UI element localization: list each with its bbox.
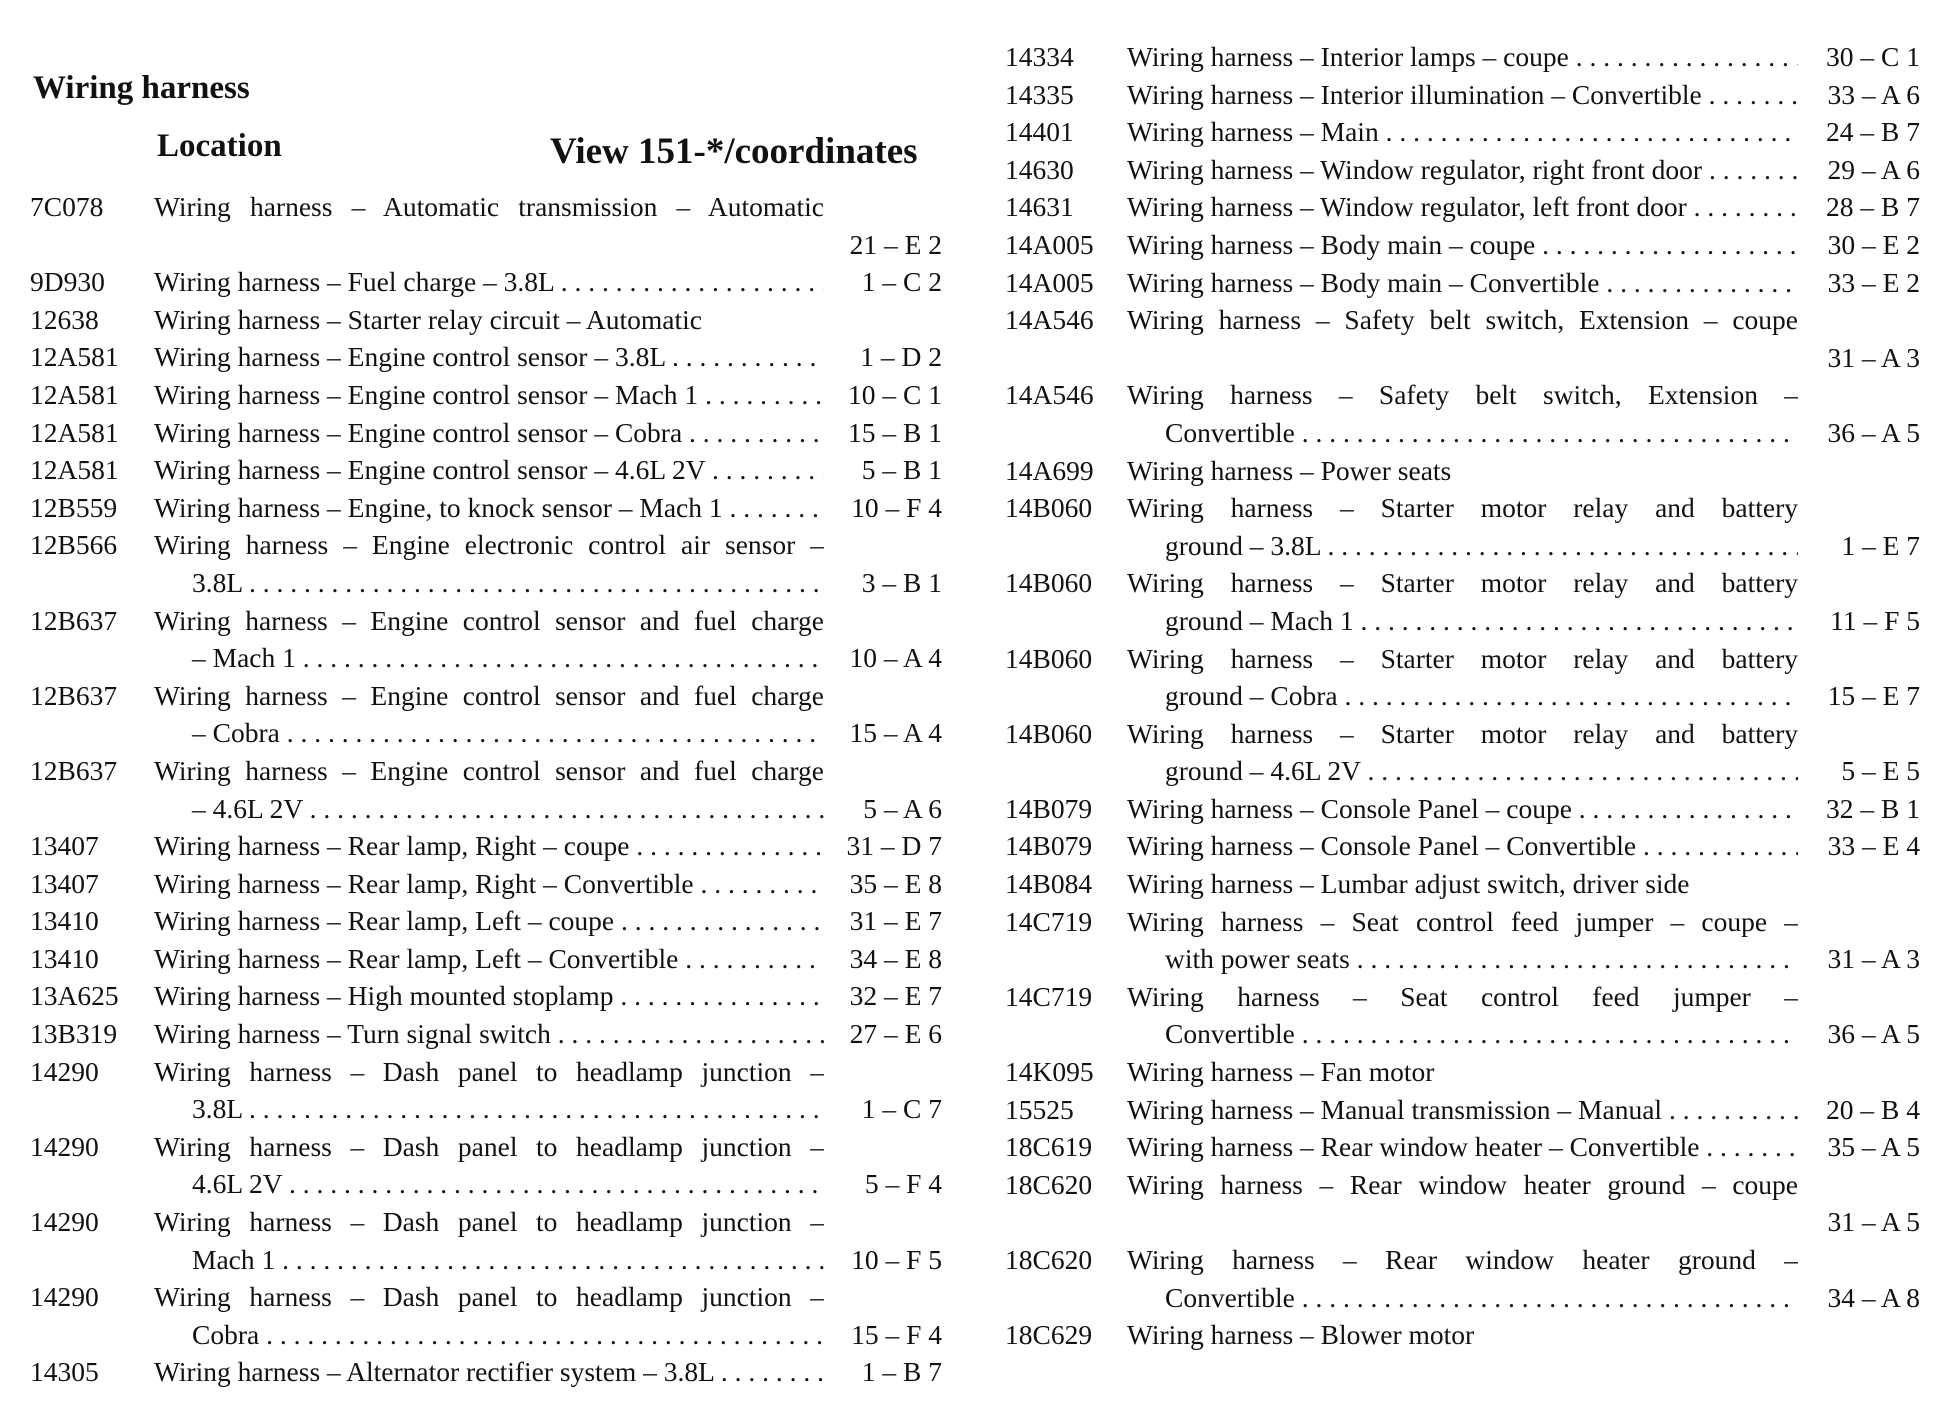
harness-description: Wiring harness – Rear lamp, Left – coupe . . . — [154, 902, 824, 940]
view-coordinates: 5 – E 5 — [1841, 755, 1920, 787]
index-entry-line — [1005, 752, 1920, 790]
harness-description: Wiring harness – Body main – Convertible . . . — [1127, 264, 1798, 302]
part-number: 14B060 — [1005, 717, 1093, 749]
index-entry-line — [1005, 1279, 1920, 1317]
view-coordinates: 5 – A 6 — [863, 792, 942, 824]
view-coordinates: 1 – E 7 — [1841, 529, 1920, 561]
index-entry — [1005, 1053, 1920, 1091]
part-number: 14290 — [30, 1130, 99, 1162]
harness-description: Wiring harness – Main . . . — [1127, 113, 1798, 151]
index-entry-line — [1005, 76, 1920, 114]
harness-description: Wiring harness – Starter relay circuit – Automatic — [154, 303, 702, 335]
index-entry-line — [1005, 677, 1920, 715]
index-entry — [30, 301, 942, 339]
part-number: 13A625 — [30, 980, 119, 1012]
index-entry-line — [1005, 715, 1920, 753]
index-entry — [1005, 790, 1920, 828]
part-number: 14A005 — [1005, 228, 1094, 260]
harness-description: ground – 4.6L 2V . . . — [1127, 752, 1798, 790]
part-number: 18C620 — [1005, 1168, 1093, 1200]
index-entry — [1005, 640, 1920, 715]
index-entry — [30, 1353, 942, 1391]
harness-description: Cobra . . . — [154, 1316, 824, 1354]
harness-description: Wiring harness – Automatic transmission – Automatic — [154, 191, 824, 222]
view-coordinates: 30 – C 1 — [1826, 41, 1920, 72]
view-coordinates: 15 – E 7 — [1827, 680, 1920, 712]
harness-description: Convertible . . . — [1127, 414, 1798, 452]
index-entry-line — [1005, 1203, 1920, 1241]
part-number: 12B637 — [30, 679, 118, 711]
harness-description: Wiring harness – Lumbar adjust switch, driver side — [1127, 868, 1690, 900]
harness-description: Wiring harness – Alternator rectifier system – 3.8L . . . — [154, 1353, 824, 1391]
view-coordinates: 34 – A 8 — [1827, 1281, 1920, 1313]
harness-description: ground – 3.8L . . . — [1127, 527, 1798, 565]
harness-description: – Mach 1 . . . — [154, 639, 824, 677]
harness-description: – 4.6L 2V . . . — [154, 790, 824, 828]
index-entry-line — [1005, 489, 1920, 527]
part-number: 14B079 — [1005, 792, 1093, 824]
index-entry-line — [1005, 113, 1920, 151]
index-entry-line — [1005, 602, 1920, 640]
part-number: 12A581 — [30, 454, 119, 486]
part-number: 15525 — [1005, 1093, 1074, 1125]
index-entry-line — [1005, 527, 1920, 565]
index-entry — [1005, 38, 1920, 76]
index-entry-line — [30, 865, 942, 903]
index-entry-line — [30, 1128, 942, 1166]
part-number: 18C629 — [1005, 1319, 1093, 1351]
index-entry-line — [1005, 827, 1920, 865]
harness-description: Wiring harness – Blower motor — [1127, 1319, 1475, 1351]
harness-description: Wiring harness – Rear lamp, Right – Convertible . . . — [154, 865, 824, 903]
harness-description: Wiring harness – Engine control sensor and fuel charge — [154, 604, 824, 636]
harness-description: Wiring harness – Engine control sensor – 3.8L . . . — [154, 338, 824, 376]
index-entry-line — [30, 1316, 942, 1354]
harness-description: Wiring harness – Starter motor relay and battery — [1127, 567, 1798, 599]
harness-description: Wiring harness – Interior illumination – Convertible . . . — [1127, 76, 1798, 114]
index-entry-line — [30, 564, 942, 602]
index-entry-line — [30, 827, 942, 865]
index-entry-line — [1005, 790, 1920, 828]
harness-description: Wiring harness – Engine control sensor – Cobra . . . — [154, 414, 824, 452]
view-coordinates: 27 – E 6 — [849, 1018, 942, 1050]
view-coordinates: 30 – E 2 — [1827, 228, 1920, 260]
index-entry — [1005, 564, 1920, 639]
view-coordinates: 34 – E 8 — [849, 942, 942, 974]
index-entry — [1005, 903, 1920, 978]
part-number: 14B060 — [1005, 567, 1093, 599]
view-coordinates: 36 – A 5 — [1827, 1018, 1920, 1050]
index-entry — [1005, 978, 1920, 1053]
index-entry — [1005, 226, 1920, 264]
index-entry — [1005, 865, 1920, 903]
index-entry-line — [30, 451, 942, 489]
harness-description: Wiring harness – Engine control sensor – Mach 1 . . . — [154, 376, 824, 414]
index-entry — [30, 1128, 942, 1203]
part-number: 9D930 — [30, 266, 105, 298]
part-number: 13B319 — [30, 1018, 118, 1050]
harness-description: Wiring harness – Dash panel to headlamp junction – — [154, 1281, 824, 1313]
harness-description: Wiring harness – Interior lamps – coupe . . . — [1127, 38, 1798, 76]
index-entry — [1005, 1316, 1920, 1354]
index-entry-line — [1005, 1241, 1920, 1279]
index-entry — [30, 1053, 942, 1128]
part-number: 14K095 — [1005, 1056, 1094, 1088]
index-entry-line — [1005, 640, 1920, 678]
index-entry — [30, 338, 942, 376]
view-coordinates: 24 – B 7 — [1826, 116, 1920, 148]
harness-description: 4.6L 2V . . . — [154, 1165, 824, 1203]
index-entry — [30, 451, 942, 489]
part-number: 12638 — [30, 303, 99, 335]
index-entry-line — [1005, 226, 1920, 264]
harness-description: Wiring harness – Starter motor relay and battery — [1127, 492, 1798, 524]
view-coordinates: 10 – C 1 — [848, 378, 942, 410]
part-number: 12A581 — [30, 341, 119, 373]
part-number: 12B566 — [30, 529, 118, 561]
part-number: 14C719 — [1005, 905, 1093, 937]
index-entry — [30, 940, 942, 978]
index-entry-line — [30, 263, 942, 301]
view-coordinates: 36 – A 5 — [1827, 416, 1920, 448]
index-entry — [1005, 188, 1920, 226]
harness-description: Wiring harness – Engine electronic control air sensor – — [154, 529, 824, 561]
part-number: 14A005 — [1005, 266, 1094, 298]
index-entry-line — [30, 526, 942, 564]
harness-description: Mach 1 . . . — [154, 1241, 824, 1279]
harness-description: ground – Mach 1 . . . — [1127, 602, 1798, 640]
harness-description: Wiring harness – Engine control sensor and fuel charge — [154, 754, 824, 786]
index-entry-line — [30, 677, 942, 715]
view-coordinates: 28 – B 7 — [1826, 191, 1920, 223]
harness-description: Wiring harness – Dash panel to headlamp junction – — [154, 1055, 824, 1087]
part-number: 14401 — [1005, 116, 1074, 148]
harness-description: 3.8L . . . — [154, 1090, 824, 1128]
part-number: 14B060 — [1005, 642, 1093, 674]
index-entry-line — [1005, 1166, 1920, 1204]
view-coordinates: 29 – A 6 — [1827, 153, 1920, 185]
index-entry — [30, 414, 942, 452]
harness-description: Wiring harness – Console Panel – coupe . . . — [1127, 790, 1798, 828]
index-entry — [1005, 76, 1920, 114]
part-number: 14631 — [1005, 191, 1074, 223]
harness-description: Wiring harness – Starter motor relay and battery — [1127, 717, 1798, 749]
left-index-column — [30, 188, 942, 1391]
index-entry-line — [30, 489, 942, 527]
view-column-header: View 151-*/coordinates — [550, 131, 918, 172]
view-coordinates: 1 – C 7 — [861, 1093, 942, 1125]
harness-description: Wiring harness – Fuel charge – 3.8L . . . — [154, 263, 824, 301]
view-coordinates: 31 – A 3 — [1827, 943, 1920, 975]
part-number: 14C719 — [1005, 980, 1093, 1012]
view-coordinates: 20 – B 4 — [1826, 1093, 1920, 1125]
index-entry-line — [1005, 903, 1920, 941]
view-coordinates: 31 – A 5 — [1827, 1206, 1920, 1238]
index-entry-line — [30, 714, 942, 752]
view-coordinates: 33 – A 6 — [1827, 78, 1920, 110]
index-entry-line — [1005, 1015, 1920, 1053]
index-entry-line — [30, 1203, 942, 1241]
harness-description: Wiring harness – Power seats — [1127, 454, 1452, 486]
harness-description: Wiring harness – Safety belt switch, Extension – — [1127, 379, 1798, 411]
part-number: 14A546 — [1005, 379, 1094, 411]
index-entry — [1005, 827, 1920, 865]
harness-description: Wiring harness – Rear window heater – Convertible . . . — [1127, 1128, 1798, 1166]
view-coordinates: 35 – A 5 — [1827, 1131, 1920, 1163]
index-entry-line — [1005, 151, 1920, 189]
harness-description: ground – Cobra . . . — [1127, 677, 1798, 715]
part-number: 13407 — [30, 867, 99, 899]
harness-description: Wiring harness – Rear window heater ground – — [1127, 1244, 1798, 1275]
view-coordinates: 1 – D 2 — [860, 341, 942, 373]
part-number: 14290 — [30, 1206, 99, 1238]
harness-description: Wiring harness – Rear lamp, Left – Convertible . . . — [154, 940, 824, 978]
index-entry — [1005, 1128, 1920, 1166]
view-coordinates: 33 – E 2 — [1827, 266, 1920, 298]
index-entry — [1005, 489, 1920, 564]
harness-description: Convertible . . . — [1127, 1015, 1798, 1053]
index-entry — [1005, 1091, 1920, 1129]
index-entry-line — [30, 902, 942, 940]
part-number: 14630 — [1005, 153, 1074, 185]
index-entry-line — [1005, 1091, 1920, 1129]
index-entry — [1005, 113, 1920, 151]
part-number: 7C078 — [30, 191, 104, 222]
index-entry-line — [1005, 188, 1920, 226]
index-entry-line — [30, 1165, 942, 1203]
harness-description: Wiring harness – Engine control sensor – 4.6L 2V . . . — [154, 451, 824, 489]
index-entry — [1005, 452, 1920, 490]
location-column-header: Location — [157, 128, 282, 164]
index-entry — [30, 602, 942, 677]
index-entry-line — [1005, 1128, 1920, 1166]
harness-description: Wiring harness – Dash panel to headlamp junction – — [154, 1130, 824, 1162]
index-entry-line — [1005, 339, 1920, 377]
harness-description: Wiring harness – Manual transmission – Manual . . . — [1127, 1091, 1798, 1129]
index-entry — [30, 489, 942, 527]
index-entry — [1005, 151, 1920, 189]
view-coordinates: 11 – F 5 — [1830, 604, 1920, 636]
view-coordinates: 15 – F 4 — [851, 1318, 942, 1350]
part-number: 14B084 — [1005, 868, 1093, 900]
part-number: 13407 — [30, 830, 99, 862]
harness-description: 3.8L . . . — [154, 564, 824, 602]
index-entry-line — [30, 414, 942, 452]
harness-description: Wiring harness – Turn signal switch . . . — [154, 1015, 824, 1053]
part-number: 14A546 — [1005, 304, 1094, 336]
index-entry-line — [1005, 414, 1920, 452]
section-title: Wiring harness — [33, 70, 250, 106]
view-coordinates: 15 – A 4 — [849, 717, 942, 749]
index-entry-line — [30, 1015, 942, 1053]
harness-description: Wiring harness – Starter motor relay and battery — [1127, 642, 1798, 674]
index-entry-line — [1005, 376, 1920, 414]
index-entry-line — [1005, 940, 1920, 978]
index-entry-line — [30, 602, 942, 640]
index-entry — [1005, 1166, 1920, 1241]
view-coordinates: 33 – E 4 — [1827, 830, 1920, 862]
index-entry — [30, 865, 942, 903]
part-number: 13410 — [30, 942, 99, 974]
harness-description: Wiring harness – Safety belt switch, Extension – coupe — [1127, 304, 1798, 336]
part-number: 12B637 — [30, 754, 118, 786]
index-entry-line — [30, 301, 942, 339]
right-index-column — [1005, 38, 1920, 1354]
harness-description: – Cobra . . . — [154, 714, 824, 752]
index-entry — [30, 752, 942, 827]
part-number: 12A581 — [30, 416, 119, 448]
index-entry — [1005, 376, 1920, 451]
harness-description: Wiring harness – Seat control feed jumper – — [1127, 980, 1798, 1012]
harness-description: Wiring harness – Rear window heater ground – coupe — [1127, 1168, 1798, 1200]
harness-description: Wiring harness – High mounted stoplamp . . . — [154, 977, 824, 1015]
index-entry-line — [30, 1278, 942, 1316]
part-number: 13410 — [30, 905, 99, 937]
index-entry — [30, 1015, 942, 1053]
index-entry-line — [30, 639, 942, 677]
harness-description: Wiring harness – Window regulator, right front door . . . — [1127, 151, 1798, 189]
harness-description: Convertible . . . — [1127, 1279, 1798, 1317]
index-entry-line — [30, 338, 942, 376]
index-entry — [30, 526, 942, 601]
part-number: 14334 — [1005, 41, 1074, 72]
view-coordinates: 31 – D 7 — [846, 830, 942, 862]
index-entry — [30, 902, 942, 940]
view-coordinates: 21 – E 2 — [849, 228, 942, 260]
index-entry — [30, 263, 942, 301]
index-entry-line — [1005, 264, 1920, 302]
part-number: 14B060 — [1005, 492, 1093, 524]
index-entry — [30, 677, 942, 752]
index-entry — [30, 1203, 942, 1278]
index-entry — [30, 827, 942, 865]
part-number: 14305 — [30, 1356, 99, 1388]
index-entry-line — [1005, 978, 1920, 1016]
index-entry-line — [30, 1053, 942, 1091]
index-entry-line — [1005, 1053, 1920, 1091]
view-coordinates: 5 – B 1 — [861, 454, 942, 486]
view-coordinates: 32 – B 1 — [1826, 792, 1920, 824]
index-entry-line — [30, 376, 942, 414]
index-entry — [1005, 715, 1920, 790]
harness-description: Wiring harness – Rear lamp, Right – coupe . . . — [154, 827, 824, 865]
index-entry-line — [1005, 452, 1920, 490]
index-entry-line — [30, 1353, 942, 1391]
part-number: 14290 — [30, 1281, 99, 1313]
harness-description: with power seats . . . — [1127, 940, 1798, 978]
index-entry-line — [1005, 1316, 1920, 1354]
part-number: 18C620 — [1005, 1244, 1093, 1275]
view-coordinates: 1 – C 2 — [861, 266, 942, 298]
harness-description: Wiring harness – Dash panel to headlamp junction – — [154, 1206, 824, 1238]
index-entry — [30, 376, 942, 414]
part-number: 14335 — [1005, 78, 1074, 110]
part-number: 14290 — [30, 1055, 99, 1087]
index-entry — [30, 977, 942, 1015]
harness-description: Wiring harness – Engine control sensor and fuel charge — [154, 679, 824, 711]
index-entry-line — [30, 977, 942, 1015]
index-entry-line — [30, 188, 942, 226]
part-number: 14B079 — [1005, 830, 1093, 862]
harness-description: Wiring harness – Body main – coupe . . . — [1127, 226, 1798, 264]
part-number: 12B637 — [30, 604, 118, 636]
view-coordinates: 31 – E 7 — [849, 905, 942, 937]
part-number: 14A699 — [1005, 454, 1094, 486]
part-number: 12A581 — [30, 378, 119, 410]
index-entry-line — [1005, 865, 1920, 903]
view-coordinates: 5 – F 4 — [864, 1168, 942, 1200]
index-entry — [1005, 301, 1920, 376]
index-entry — [1005, 264, 1920, 302]
view-coordinates: 3 – B 1 — [861, 566, 942, 598]
harness-description: Wiring harness – Window regulator, left front door . . . — [1127, 188, 1798, 226]
index-entry-line — [30, 1090, 942, 1128]
view-coordinates: 10 – F 4 — [851, 491, 942, 523]
index-entry-line — [30, 752, 942, 790]
harness-description: Wiring harness – Seat control feed jumper – coupe – — [1127, 905, 1798, 937]
index-entry-line — [30, 940, 942, 978]
part-number: 18C619 — [1005, 1131, 1093, 1163]
view-coordinates: 32 – E 7 — [849, 980, 942, 1012]
harness-description: Wiring harness – Fan motor — [1127, 1056, 1435, 1088]
view-coordinates: 1 – B 7 — [861, 1356, 942, 1388]
index-entry-line — [1005, 564, 1920, 602]
index-entry-line — [30, 790, 942, 828]
view-coordinates: 31 – A 3 — [1827, 341, 1920, 373]
index-entry-line — [30, 1241, 942, 1279]
view-coordinates: 10 – A 4 — [849, 642, 942, 674]
view-coordinates: 35 – E 8 — [849, 867, 942, 899]
part-number: 12B559 — [30, 491, 118, 523]
view-coordinates: 15 – B 1 — [848, 416, 942, 448]
index-entry-line — [1005, 38, 1920, 76]
index-entry — [30, 188, 942, 263]
index-entry — [1005, 1241, 1920, 1316]
index-entry-line — [1005, 301, 1920, 339]
index-entry — [30, 1278, 942, 1353]
harness-description: Wiring harness – Engine, to knock sensor – Mach 1 . . . — [154, 489, 824, 527]
harness-description: Wiring harness – Console Panel – Convertible . . . — [1127, 827, 1798, 865]
view-coordinates: 10 – F 5 — [851, 1243, 942, 1275]
index-entry-line — [30, 226, 942, 264]
